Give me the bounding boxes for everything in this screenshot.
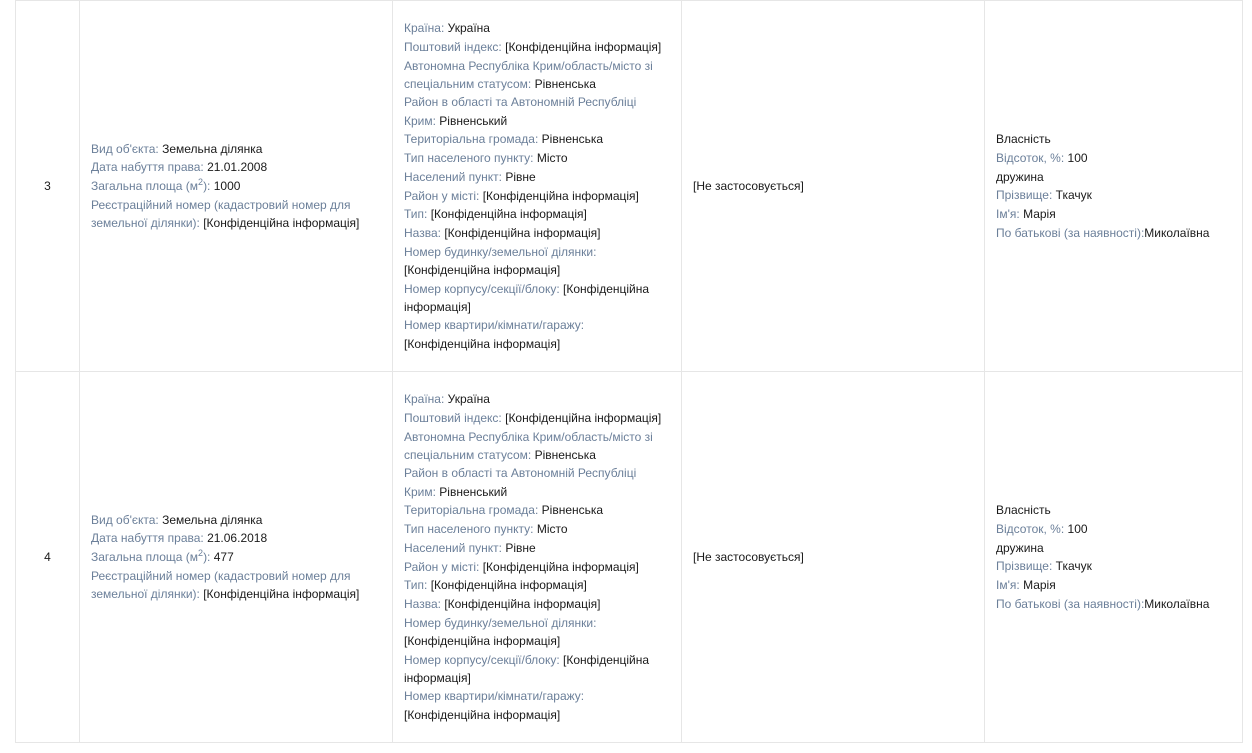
address-building: Номер будинку/земельної ділянки: [Конфіденційна інформація] bbox=[404, 615, 597, 648]
ownership-right: Власність bbox=[996, 503, 1051, 518]
object-type: Вид об'єкта: Земельна ділянка bbox=[91, 512, 263, 527]
address-city-district: Район у місті: [Конфіденційна інформація] bbox=[404, 559, 639, 574]
owner-relation: дружина bbox=[996, 169, 1044, 184]
address-community: Територіальна громада: Рівненська bbox=[404, 503, 604, 518]
cadastral-number: Реєстраційний номер (кадастровий номер для земельної ділянки): [Конфіденційна інформація] bbox=[91, 568, 360, 602]
not-applicable-cell: [Не застосовується] bbox=[682, 372, 985, 743]
address-region: Автономна Республіка Крим/область/місто зі спеціальним статусом: Рівненська bbox=[404, 429, 653, 462]
address-apartment: Номер квартири/кімнати/гаражу: [Конфіденційна інформація] bbox=[404, 318, 585, 351]
owner-relation: дружина bbox=[996, 540, 1044, 555]
table-row bbox=[16, 1, 1243, 372]
owner-cell bbox=[985, 372, 1243, 743]
address-corpus: Номер корпусу/секції/блоку: [Конфіденційна інформація] bbox=[404, 281, 650, 314]
address-settlement-type: Тип населеного пункту: Місто bbox=[404, 522, 568, 537]
acquisition-date: Дата набуття права: 21.01.2008 bbox=[91, 160, 268, 175]
object-cell bbox=[80, 372, 393, 743]
address-street-type: Тип: [Конфіденційна інформація] bbox=[404, 578, 587, 593]
total-area: Загальна площа $(м^2)$: 1000 bbox=[91, 177, 241, 194]
owner-name: Ім'я: Марія bbox=[996, 577, 1056, 592]
address-community: Територіальна громада: Рівненська bbox=[404, 132, 604, 147]
address-cell bbox=[393, 372, 682, 743]
address-cell bbox=[393, 1, 682, 372]
ownership-share: Відсоток, %: 100 bbox=[996, 150, 1088, 165]
address-city-district: Район у місті: [Конфіденційна інформація] bbox=[404, 188, 639, 203]
address-district: Район в області та Автономній Республіці Крим: Рівненський bbox=[404, 466, 637, 499]
owner-name: Ім'я: Марія bbox=[996, 206, 1056, 221]
acquisition-date: Дата набуття права: 21.06.2018 bbox=[91, 531, 268, 546]
address-region: Автономна Республіка Крим/область/місто зі спеціальним статусом: Рівненська bbox=[404, 58, 653, 91]
object-type: Вид об'єкта: Земельна ділянка bbox=[91, 141, 263, 156]
address-corpus: Номер корпусу/секції/блоку: [Конфіденційна інформація] bbox=[404, 652, 650, 685]
owner-patronymic: По батькові (за наявності):Миколаївна bbox=[996, 225, 1210, 240]
address-postal: Поштовий індекс: [Конфіденційна інформація] bbox=[404, 410, 662, 425]
address-country: Країна: Україна bbox=[404, 392, 490, 407]
land-plots-table bbox=[15, 0, 1243, 743]
owner-cell bbox=[985, 1, 1243, 372]
owner-surname: Прізвище: Ткачук bbox=[996, 559, 1092, 574]
table-row bbox=[16, 372, 1243, 743]
total-area: Загальна площа $(м^2)$: 477 bbox=[91, 548, 234, 565]
object-cell bbox=[80, 1, 393, 372]
owner-surname: Прізвище: Ткачук bbox=[996, 188, 1092, 203]
address-street-name: Назва: [Конфіденційна інформація] bbox=[404, 596, 601, 611]
ownership-share: Відсоток, %: 100 bbox=[996, 521, 1088, 536]
row-number: 3 bbox=[16, 1, 80, 372]
ownership-right: Власність bbox=[996, 132, 1051, 147]
address-settlement: Населений пункт: Рівне bbox=[404, 540, 536, 555]
address-building: Номер будинку/земельної ділянки: [Конфіденційна інформація] bbox=[404, 244, 597, 277]
address-street-type: Тип: [Конфіденційна інформація] bbox=[404, 207, 587, 222]
owner-patronymic: По батькові (за наявності):Миколаївна bbox=[996, 596, 1210, 611]
cadastral-number: Реєстраційний номер (кадастровий номер для земельної ділянки): [Конфіденційна інформація] bbox=[91, 197, 360, 231]
address-settlement: Населений пункт: Рівне bbox=[404, 169, 536, 184]
address-apartment: Номер квартири/кімнати/гаражу: [Конфіденційна інформація] bbox=[404, 689, 585, 722]
not-applicable-cell: [Не застосовується] bbox=[682, 1, 985, 372]
address-settlement-type: Тип населеного пункту: Місто bbox=[404, 151, 568, 166]
address-country: Країна: Україна bbox=[404, 21, 490, 36]
address-street-name: Назва: [Конфіденційна інформація] bbox=[404, 225, 601, 240]
address-postal: Поштовий індекс: [Конфіденційна інформація] bbox=[404, 39, 662, 54]
address-district: Район в області та Автономній Республіці Крим: Рівненський bbox=[404, 95, 637, 128]
row-number: 4 bbox=[16, 372, 80, 743]
